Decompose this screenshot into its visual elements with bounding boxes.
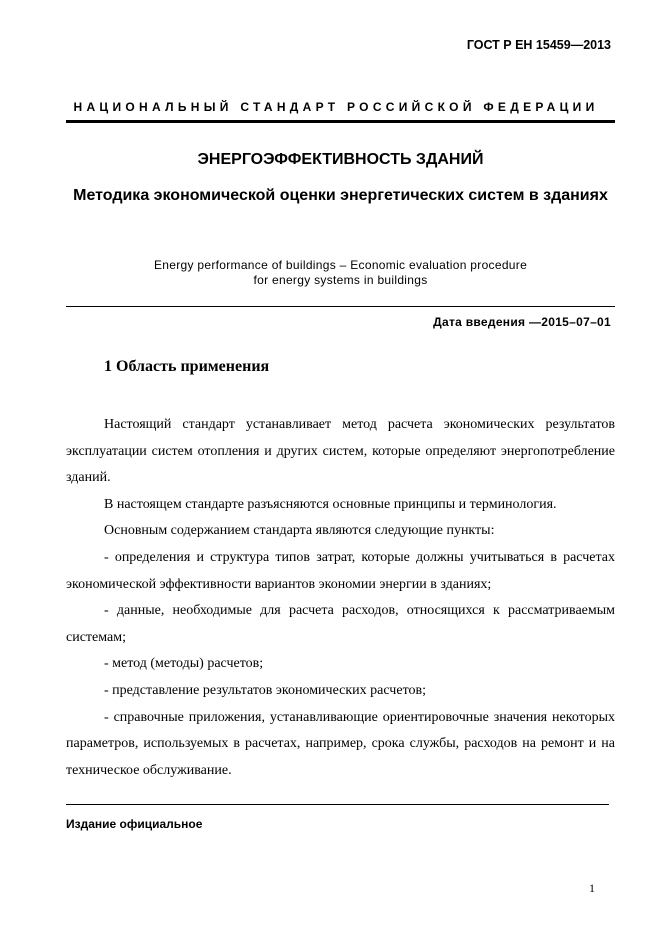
document-title: ЭНЕРГОЭФФЕКТИВНОСТЬ ЗДАНИЙ	[197, 151, 484, 168]
document-subtitle: Методика экономической оценки энергетических систем в зданиях	[73, 187, 608, 204]
footnote-divider	[66, 804, 609, 805]
section-body	[66, 412, 615, 784]
english-title-line-1: Energy performance of buildings – Economic evaluation procedure	[153, 258, 528, 272]
list-item: - данные, необходимые для расчета расходов, относящихся к рассматриваемым системам;	[66, 603, 615, 645]
edition-note: Издание официальное	[66, 817, 203, 831]
section-heading: 1 Область применения	[104, 358, 270, 375]
list-item: - определения и структура типов затрат, которые должны учитываться в расчетах экономической эффективности вариантов экономии энергии в зданиях;	[66, 549, 615, 592]
introduction-date: Дата введения —2015–07–01	[433, 315, 611, 329]
document-code: ГОСТ Р ЕН 15459—2013	[466, 38, 611, 52]
header-divider	[66, 120, 615, 123]
list-item: - метод (методы) расчетов;	[104, 656, 264, 672]
paragraph: В настоящем стандарте разъясняются основные принципы и терминология.	[104, 496, 557, 512]
title-divider	[66, 306, 615, 307]
list-item: - справочные приложения, устанавливающие ориентировочные значения некоторых параметров, используемых в расчетах, например, срока службы, расходов на ремонт и на техническое обслуживание.	[66, 709, 615, 778]
english-title-line-2: for energy systems in buildings	[253, 273, 428, 287]
page-number: 1	[589, 881, 595, 895]
paragraph: Настоящий стандарт устанавливает метод расчета экономических результатов эксплуатации систем отопления и других систем, которые определяют энергопотребление зданий.	[66, 417, 615, 486]
list-item: - представление результатов экономических расчетов;	[104, 682, 426, 698]
english-title	[66, 258, 615, 288]
paragraph: Основным содержанием стандарта являются следующие пункты:	[104, 523, 495, 539]
national-standard-banner: НАЦИОНАЛЬНЫЙ СТАНДАРТ РОССИЙСКОЙ ФЕДЕРАЦИИ	[73, 100, 599, 114]
